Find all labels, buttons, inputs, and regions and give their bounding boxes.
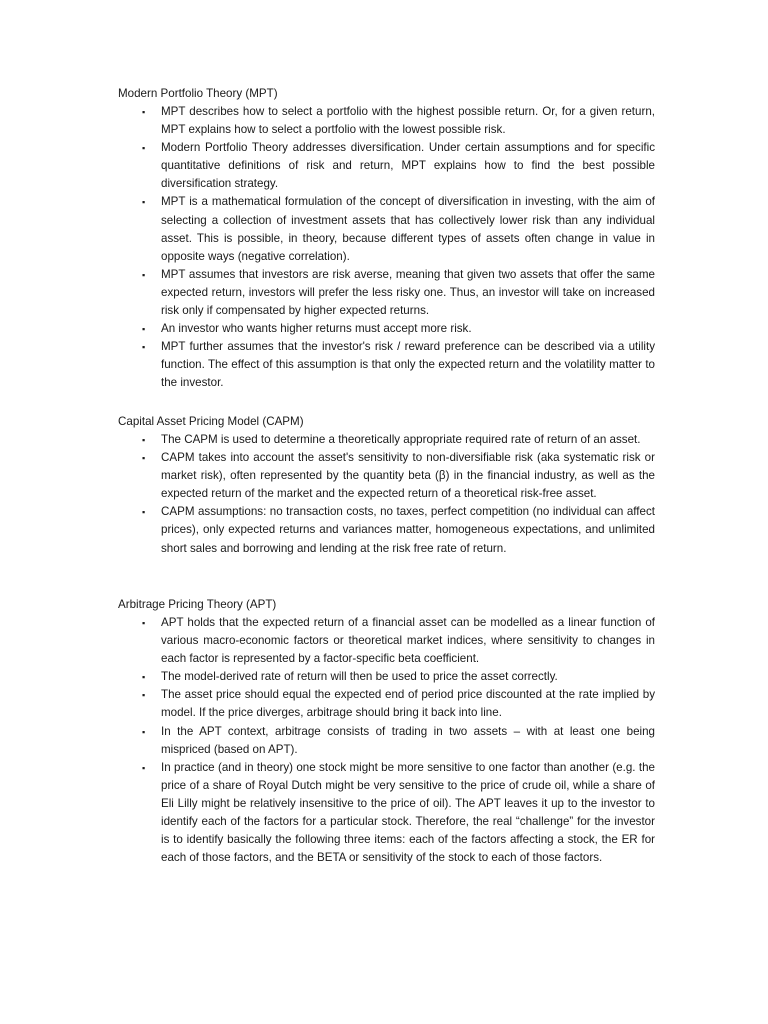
- bullet-icon: ▪: [142, 507, 146, 518]
- list-item: [142, 103, 655, 139]
- list-item-text: MPT further assumes that the investor's risk / reward preference can be described via a utility function. The effect of this assumption is that only the expected return and the volatility matter to the investor.: [161, 340, 655, 390]
- list-item: [142, 193, 655, 265]
- bullet-icon: ▪: [142, 435, 146, 445]
- list-item: [142, 449, 655, 503]
- bullet-icon: ▪: [142, 197, 146, 208]
- bullet-icon: ▪: [142, 269, 146, 280]
- bullet-icon: ▪: [142, 762, 146, 773]
- section-title-mpt: Modern Portfolio Theory (MPT): [118, 87, 278, 100]
- bullet-list-mpt: [0, 103, 655, 393]
- bullet-icon: ▪: [142, 143, 146, 154]
- list-item-text: The model-derived rate of return will then be used to price the asset correctly.: [161, 670, 558, 684]
- list-item-text: APT holds that the expected return of a financial asset can be modelled as a linear function of various macro-economic factors or theoretical market indices, where sensitivity to changes in each factor is represented by a factor-specific beta coefficient.: [161, 616, 655, 666]
- bullet-list-capm: [0, 431, 655, 558]
- section-capm: [0, 413, 655, 558]
- list-item-text: CAPM takes into account the asset's sensitivity to non-diversifiable risk (aka systematic risk or market risk), often represented by the quantity beta (β) in the financial industry, as well as the expected return of the market and the expected return of a theoretical risk-free asset.: [161, 451, 655, 501]
- list-item-text: Modern Portfolio Theory addresses diversification. Under certain assumptions and for specific quantitative definitions of risk and return, MPT explains how to find the best possible diversification strategy.: [161, 141, 655, 191]
- list-item-text: The CAPM is used to determine a theoretically appropriate required rate of return of an asset.: [161, 433, 641, 446]
- bullet-list-apt: [0, 614, 655, 867]
- bullet-icon: ▪: [142, 453, 146, 464]
- list-item: [142, 431, 655, 449]
- bullet-icon: ▪: [142, 342, 146, 353]
- list-item-text: MPT assumes that investors are risk averse, meaning that given two assets that offer the same expected return, investors will prefer the less risky one. Thus, an investor will take on increased risk only if compensated by higher expected returns.: [161, 267, 655, 318]
- list-item: [142, 139, 655, 193]
- list-item-text: In the APT context, arbitrage consists of trading in two assets – with at least one being mispriced (based on APT).: [161, 724, 655, 756]
- bullet-icon: ▪: [142, 672, 146, 683]
- list-item: [142, 723, 655, 759]
- bullet-icon: ▪: [142, 690, 146, 701]
- list-item: [142, 320, 655, 338]
- list-item-text: CAPM assumptions: no transaction costs, no taxes, perfect competition (no individual can affect prices), only expected returns and variances matter, homogeneous expectations, and unlimited short sales and borrowing and lending at the risk free rate of return.: [161, 505, 655, 555]
- bullet-icon: ▪: [142, 726, 146, 737]
- list-item-text: An investor who wants higher returns must accept more risk.: [161, 322, 472, 336]
- list-item-text: In practice (and in theory) one stock might be more sensitive to one factor than another (e.g. the price of a share of Royal Dutch might be very sensitive to the price of crude oil, while a share of Eli Lilly might be relatively insensitive to the price of oil). The APT leaves it up to the investor to identify each of the factors for a particular stock. Therefore, the real “challenge” for the investor is to identify basically the following three items: each of the factors affecting a stock, the ER for each of those factors, and the BETA or sensitivity of the stock to each of those factors.: [161, 760, 655, 865]
- list-item: [142, 686, 655, 722]
- section-title-apt: Arbitrage Pricing Theory (APT): [118, 598, 277, 611]
- list-item: [142, 614, 655, 668]
- list-item: [142, 759, 655, 868]
- list-item: [142, 668, 655, 686]
- section-mpt: [0, 85, 655, 393]
- list-item-text: MPT describes how to select a portfolio with the highest possible return. Or, for a given return, MPT explains how to select a portfolio with the lowest possible risk.: [161, 105, 655, 137]
- list-item: [142, 503, 655, 557]
- bullet-icon: ▪: [142, 618, 146, 628]
- list-item-text: MPT is a mathematical formulation of the concept of diversification in investing, with the aim of selecting a collection of investment assets that has collectively lower risk than any individual asset. This is possible, in theory, because different types of assets often change in value in opposite ways (negative correlation).: [161, 195, 655, 263]
- bullet-icon: ▪: [142, 107, 146, 117]
- list-item-text: The asset price should equal the expected end of period price discounted at the rate implied by model. If the price diverges, arbitrage should bring it back into line.: [161, 688, 655, 720]
- section-apt: [0, 596, 655, 867]
- list-item: [142, 338, 655, 392]
- section-title-capm: Capital Asset Pricing Model (CAPM): [118, 415, 304, 428]
- list-item: [142, 266, 655, 320]
- bullet-icon: ▪: [142, 324, 146, 335]
